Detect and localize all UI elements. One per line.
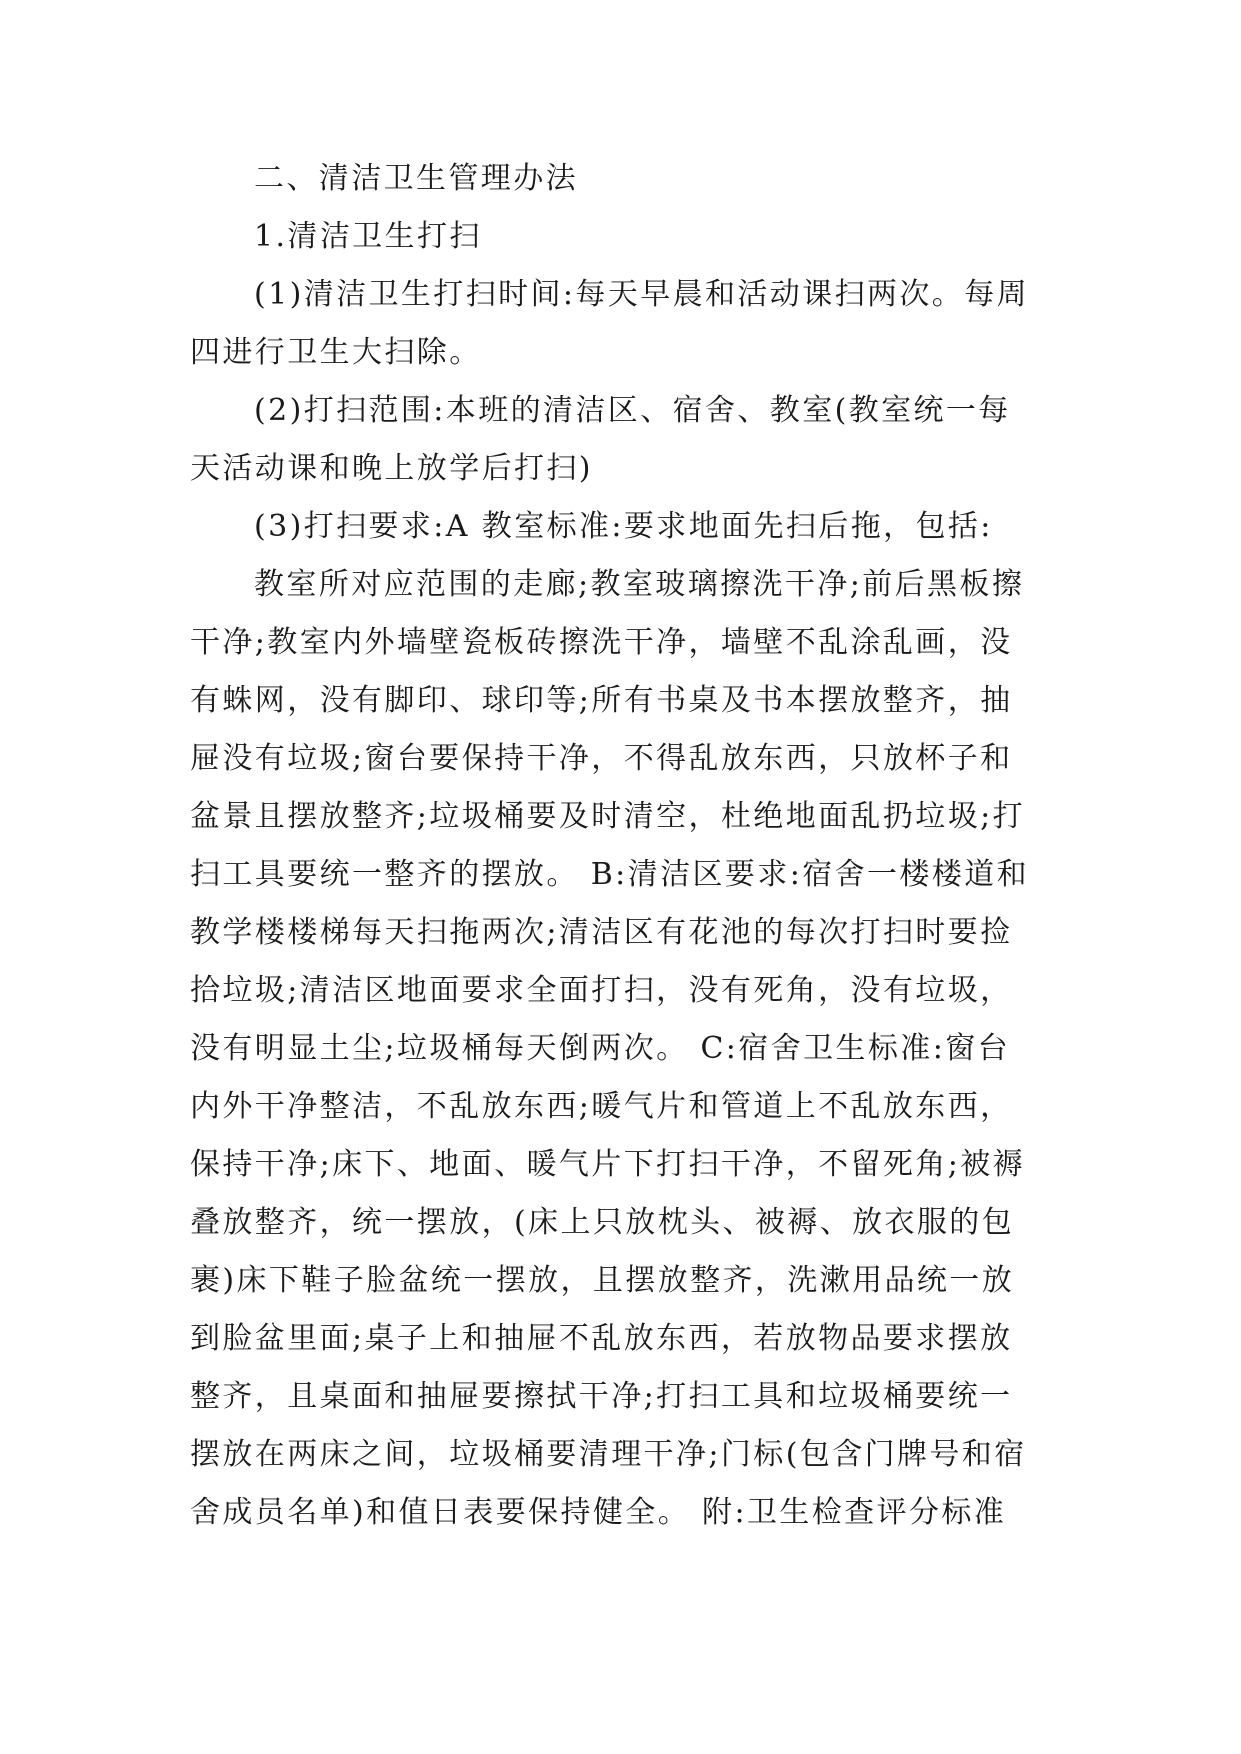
paragraph-line: 没有明显土尘;垃圾桶每天倒两次。 C:宿舍卫生标准:窗台: [190, 1031, 1011, 1066]
paragraph-line: 盆景且摆放整齐;垃圾桶要及时清空，杜绝地面乱扔垃圾;打: [190, 799, 1026, 834]
paragraph-line: 扫工具要统一整齐的摆放。 B:清洁区要求:宿舍一楼楼道和: [190, 857, 1029, 892]
paragraph-line: 干净;教室内外墙壁瓷板砖擦洗干净，墙壁不乱涂乱画，没: [190, 625, 1013, 660]
paragraph-line: 有蛛网，没有脚印、球印等;所有书桌及书本摆放整齐，抽: [190, 683, 1013, 718]
paragraph-line: 叠放整齐，统一摆放，(床上只放枕头、被褥、放衣服的包: [190, 1205, 1015, 1240]
paragraph-line: 到脸盆里面;桌子上和抽屉不乱放东西，若放物品要求摆放: [190, 1321, 1013, 1356]
paragraph-line: 教学楼楼梯每天扫拖两次;清洁区有花池的每次打扫时要捡: [190, 915, 1013, 950]
paragraph-line: 天活动课和晚上放学后打扫): [190, 451, 593, 486]
paragraph-line: 整齐，且桌面和抽屉要擦拭干净;打扫工具和垃圾桶要统一: [190, 1379, 1013, 1414]
paragraph-line: 拾垃圾;清洁区地面要求全面打扫，没有死角，没有垃圾，: [190, 973, 1013, 1008]
paragraph-line: 四进行卫生大扫除。: [190, 335, 482, 370]
paragraph-line: 教室所对应范围的走廊;教室玻璃擦洗干净;前后黑板擦: [254, 567, 1025, 602]
paragraph-line: (3)打扫要求:A 教室标准:要求地面先扫后拖，包括:: [254, 509, 993, 544]
paragraph-line: 舍成员名单)和值日表要保持健全。 附:卫生检查评分标准: [190, 1495, 1007, 1530]
paragraph-line: 裹)床下鞋子脸盆统一摆放，且摆放整齐，洗漱用品统一放: [190, 1263, 1015, 1298]
paragraph-line: 内外干净整洁，不乱放东西;暖气片和管道上不乱放东西，: [190, 1089, 1013, 1124]
paragraph-line: 屉没有垃圾;窗台要保持干净，不得乱放东西，只放杯子和: [190, 741, 1013, 776]
sub-heading: 1.清洁卫生打扫: [254, 219, 482, 254]
paragraph-line: (1)清洁卫生打扫时间:每天早晨和活动课扫两次。每周: [254, 277, 1030, 312]
document-body: [190, 150, 1050, 1542]
paragraph-line: 保持干净;床下、地面、暖气片下打扫干净，不留死角;被褥: [190, 1147, 1026, 1182]
section-heading: 二、清洁卫生管理办法: [254, 161, 578, 196]
paragraph-line: 摆放在两床之间，垃圾桶要清理干净;门标(包含门牌号和宿: [190, 1437, 1027, 1472]
paragraph-line: (2)打扫范围:本班的清洁区、宿舍、教室(教室统一每: [254, 393, 1011, 428]
